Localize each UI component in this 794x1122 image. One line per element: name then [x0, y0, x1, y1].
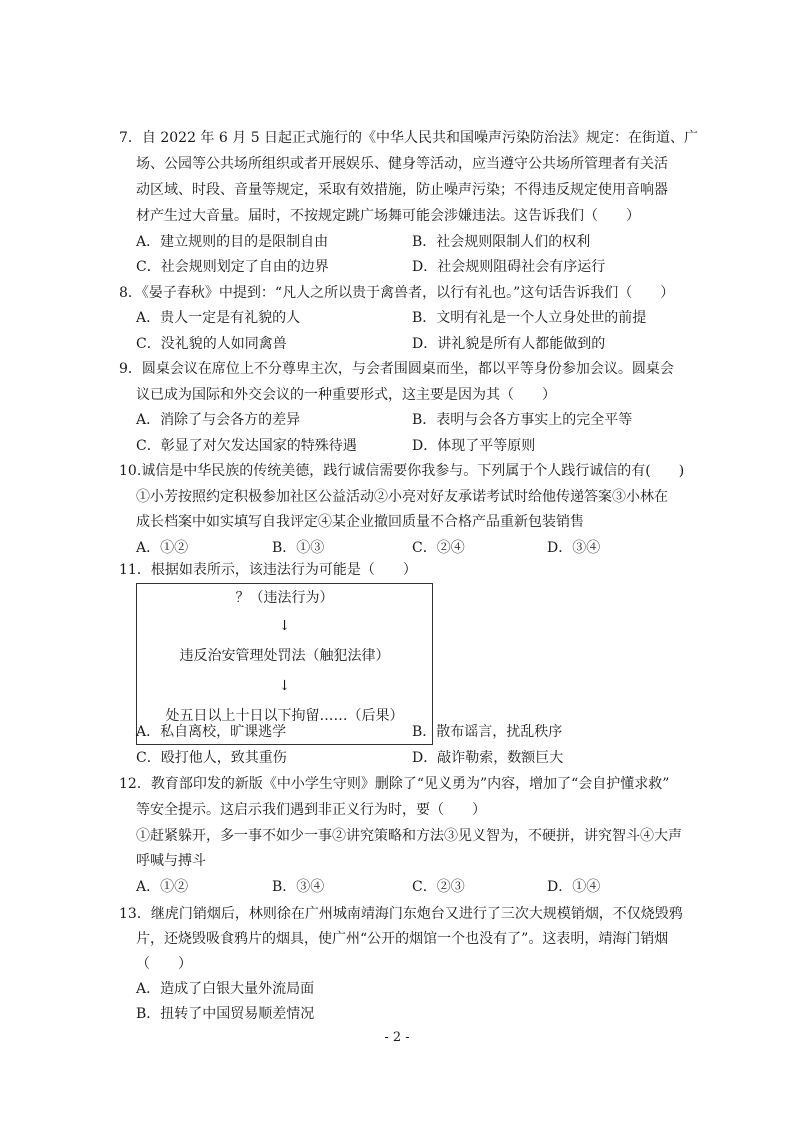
q11-option-b: B．散布谣言，扰乱秩序 [412, 724, 563, 740]
q7-option-b: B．社会规则限制人们的权利 [412, 234, 591, 250]
q10-stem-line-1: 10.诚信是中华民族的传统美德，践行诚信需要你我参与。下列属于个人践行诚信的有( ) [119, 463, 685, 479]
q8-option-c: C．没礼貌的人如同禽兽 [136, 336, 287, 352]
q12-stem-line-3: ①赶紧躲开，多一事不如少一事②讲究策略和方法③见义智为，不硬拼，讲究智斗④大声 [136, 828, 682, 844]
q12-stem-line-4: 呼喊与搏斗 [136, 853, 206, 869]
q9-option-d: D．体现了平等原则 [412, 438, 536, 454]
q9-stem-line-2: 议已成为国际和外交会议的一种重要形式，这主要是因为其（ ） [136, 387, 556, 403]
q8-option-d: D．讲礼貌是所有人都能做到的 [412, 336, 606, 352]
q10-option-b: B．①③ [272, 540, 325, 556]
q10-stem-line-3: 成长档案中如实填写自我评定④某企业撤回质量不合格产品重新包装销售 [136, 514, 584, 530]
page-number: - 2 - [384, 1030, 410, 1045]
q8-option-a: A．贵人一定是有礼貌的人 [136, 310, 301, 326]
q9-stem-line-1: 9．圆桌会议在席位上不分尊卑主次，与会者围圆桌而坐，都以平等身份参加会议。圆桌会 [119, 361, 674, 377]
q7-stem-line-4: 材产生过大音量。届时，不按规定跳广场舞可能会涉嫌违法。这告诉我们（ ） [136, 208, 640, 224]
q7-stem-line-3: 动区域、时段、音量等规定，采取有效措施，防止噪声污染；不得违反规定使用音响器 [136, 182, 668, 198]
q10-option-c: C．②④ [412, 540, 465, 556]
q7-stem-line-2: 场、公园等公共场所组织或者开展娱乐、健身等活动，应当遵守公共场所管理者有关活 [136, 156, 668, 172]
q8-option-b: B．文明有礼是一个人立身处世的前提 [412, 310, 647, 326]
flow-step-consequence: 处五日以上十日以下拘留……（后果） [165, 708, 404, 724]
q8-stem-line-1: 8．《晏子春秋》中提到：“凡人之所以贵于禽兽者，以行有礼也。”这句话告诉我们（ ） [119, 285, 675, 301]
q7-option-d: D．社会规则阻碍社会有序运行 [412, 259, 606, 275]
q12-option-d: D．①④ [547, 879, 601, 895]
q7-option-a: A．建立规则的目的是限制自由 [136, 234, 329, 250]
q9-option-c: C．彰显了对欠发达国家的特殊待遇 [136, 438, 357, 454]
q13-stem-line-3: （ ） [136, 956, 192, 972]
flow-step-law: 违反治安管理处罚法（触犯法律） [179, 648, 390, 664]
q11-option-a: A．私自离校，旷课逃学 [136, 724, 287, 740]
flow-arrow-down-icon: ↓ [278, 678, 291, 694]
q12-option-b: B．③④ [272, 879, 325, 895]
q9-option-a: A．消除了与会各方的差异 [136, 412, 301, 428]
q11-option-d: D．敲诈勒索，数额巨大 [412, 750, 564, 766]
q10-stem-line-2: ①小芳按照约定积极参加社区公益活动②小亮对好友承诺考试时给他传递答案③小林在 [136, 489, 668, 505]
q12-stem-line-1: 12．教育部印发的新版《中小学生守则》删除了“见义勇为”内容，增加了“会自护懂求救” [119, 776, 670, 792]
q9-option-b: B．表明与会各方事实上的完全平等 [412, 412, 633, 428]
flow-step-violation: ？（违法行为） [235, 590, 334, 606]
flow-arrow-down-icon: ↓ [278, 618, 291, 634]
q13-option-a: A．造成了白银大量外流局面 [136, 981, 315, 997]
q12-stem-line-2: 等安全提示。这启示我们遇到非正义行为时，要（ ） [136, 802, 486, 818]
q13-stem-line-1: 13．继虎门销烟后，林则徐在广州城南靖海门东炮台又进行了三次大规模销烟，不仅烧毁鸦 [119, 906, 683, 922]
q7-option-c: C．社会规则划定了自由的边界 [136, 259, 329, 275]
q7-stem-line-1: 7．自 2022 年 6 月 5 日起正式施行的《中华人民共和国噪声污染防治法》规定：在街道、广 [119, 130, 699, 146]
q11-stem-line-1: 11．根据如表所示，该违法行为可能是（ ） [119, 562, 417, 578]
q12-option-c: C．②③ [412, 879, 465, 895]
q13-stem-line-2: 片，还烧毁吸食鸦片的烟具，使广州“公开的烟馆一个也没有了”。这表明，靖海门销烟 [136, 931, 669, 947]
q10-option-d: D．③④ [547, 540, 601, 556]
q11-option-c: C．殴打他人，致其重伤 [136, 750, 287, 766]
q11-flow-diagram [136, 583, 433, 745]
q12-option-a: A．①② [136, 879, 189, 895]
q13-option-b: B．扭转了中国贸易顺差情况 [136, 1006, 315, 1022]
q10-option-a: A．①② [136, 540, 189, 556]
